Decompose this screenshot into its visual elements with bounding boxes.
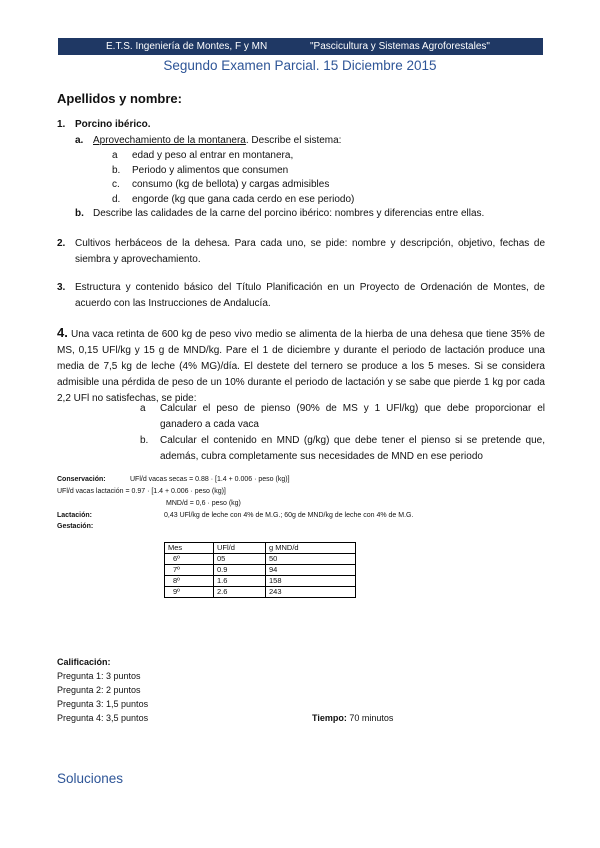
table-cell: 94: [266, 565, 356, 576]
list-item-marker: d.: [112, 193, 121, 205]
question-2: [57, 236, 545, 268]
table-cell: 1.6: [214, 576, 266, 587]
header-course: "Pascicultura y Sistemas Agroforestales": [310, 41, 490, 52]
list-item-marker: b.: [140, 435, 149, 446]
conservacion-formula: UFl/d vacas secas = 0.88 · [1.4 + 0.006 · peso (kg)]: [130, 476, 290, 483]
question-1-title: Porcino ibérico.: [75, 119, 151, 130]
question-4: [57, 325, 545, 407]
list-item-text: Periodo y alimentos que consumen: [132, 164, 289, 176]
table-header-cell: Mes: [165, 543, 214, 554]
table-cell: 6º: [165, 554, 214, 565]
table-cell: 243: [266, 587, 356, 598]
question-1a-title: Aprovechamiento de la montanera: [93, 135, 246, 146]
table-header-cell: g MND/d: [266, 543, 356, 554]
list-item-text: engorde (kg que gana cada cerdo en ese periodo): [132, 193, 355, 205]
question-3-text: Estructura y contenido básico del Título Planificación en un Proyecto de Ordenación de Montes, de acuerdo con las Instrucciones de Andalucía.: [75, 282, 545, 309]
table-cell: 2.6: [214, 587, 266, 598]
table-header-cell: UFl/d: [214, 543, 266, 554]
list-item: [112, 164, 532, 179]
question-1a-rest: . Describe el sistema:: [245, 135, 342, 146]
list-item: [140, 433, 545, 465]
table-cell: 05: [214, 554, 266, 565]
table-row: [165, 576, 356, 587]
table-header-row: [165, 543, 356, 554]
list-item-marker: c.: [112, 179, 120, 191]
table-row: [165, 554, 356, 565]
table-cell: 158: [266, 576, 356, 587]
time-value: 70 minutos: [346, 713, 394, 723]
gestation-table: [164, 542, 356, 598]
exam-title: Segundo Examen Parcial. 15 Diciembre 2015: [163, 58, 437, 73]
header-school: E.T.S. Ingeniería de Montes, F y MN: [106, 41, 268, 52]
list-item: [112, 149, 532, 164]
list-item-marker: b.: [112, 164, 121, 176]
lactacion-ufl-formula: UFl/d vacas lactación = 0.97 · [1.4 + 0.006 · peso (kg)]: [57, 488, 226, 495]
list-item-text: Calcular el contenido en MND (g/kg) que debe tener el pienso si se pretende que, además, cubra completamente sus necesidades de MND en ese periodo: [160, 435, 545, 462]
time-limit: [312, 711, 393, 725]
question-4-number: 4.: [57, 325, 68, 340]
list-item-text: edad y peso al entrar en montanera,: [132, 150, 294, 161]
mnd-formula: MND/d = 0,6 · peso (kg): [166, 500, 241, 507]
list-item-text: consumo (kg de bellota) y cargas admisibles: [132, 179, 330, 191]
table-cell: 8º: [165, 576, 214, 587]
list-item-marker: a: [140, 403, 146, 414]
question-1a-marker: a.: [75, 135, 84, 146]
question-2-number: 2.: [57, 238, 66, 249]
table-cell: 7º: [165, 565, 214, 576]
grading-item: Pregunta 1: 3 puntos: [57, 671, 141, 681]
list-item: [140, 401, 545, 433]
question-3-number: 3.: [57, 282, 66, 293]
table-cell: 9º: [165, 587, 214, 598]
header-bar: [58, 38, 543, 55]
conservacion-label: Conservación:: [57, 476, 106, 483]
question-1b-text: Describe las calidades de la carne del porcino ibérico: nombres y diferencias entre ellas.: [93, 208, 485, 219]
name-label: Apellidos y nombre:: [57, 91, 182, 106]
list-item-marker: a: [112, 150, 118, 161]
table-cell: 50: [266, 554, 356, 565]
question-4-text: Una vaca retinta de 600 kg de peso vivo medio se alimenta de la hierba de una dehesa que tiene 35% de MS, 0,15 UFl/kg y 15 g de MND/kg. Pare el 1 de diciembre y durante el periodo de lactación produce una media de 7,5 kg de leche (4% MG)/día. El destete del ternero se produce a los 5 meses. Si se considera admisible una pérdida de peso de un 10% durante el periodo de lactación y se sabe que pierde 1 kg por cada 2,2 UFl no satisfechas, se pide:: [57, 329, 545, 404]
table-cell: 0.9: [214, 565, 266, 576]
list-item: [112, 178, 532, 193]
gestacion-label: Gestación:: [57, 523, 94, 530]
time-label: Tiempo:: [312, 713, 347, 723]
grading-item: Pregunta 4: 3,5 puntos: [57, 713, 149, 723]
question-1a-sublist: [112, 149, 532, 207]
question-2-text: Cultivos herbáceos de la dehesa. Para cada uno, se pide: nombre y descripción, objetivo, fechas de siembra y aprovechamiento.: [75, 238, 545, 265]
lactacion-requirements: 0,43 UFl/kg de leche con 4% de M.G.; 60g de MND/kg de leche con 4% de M.G.: [164, 512, 414, 519]
grading-item: Pregunta 3: 1,5 puntos: [57, 699, 149, 709]
grading-label: Calificación:: [57, 657, 111, 667]
lactacion-label: Lactación:: [57, 512, 93, 519]
table-row: [165, 565, 356, 576]
list-item-text: Calcular el peso de pienso (90% de MS y 1 UFl/kg) que debe proporcionar el ganadero a cada vaca: [160, 403, 545, 430]
question-1-number: 1.: [57, 119, 66, 130]
table-row: [165, 587, 356, 598]
question-1b-marker: b.: [75, 208, 84, 219]
solutions-title: Soluciones: [57, 771, 124, 786]
question-3: [57, 280, 545, 312]
grading-item: Pregunta 2: 2 puntos: [57, 685, 141, 695]
question-4-items: [140, 401, 545, 465]
